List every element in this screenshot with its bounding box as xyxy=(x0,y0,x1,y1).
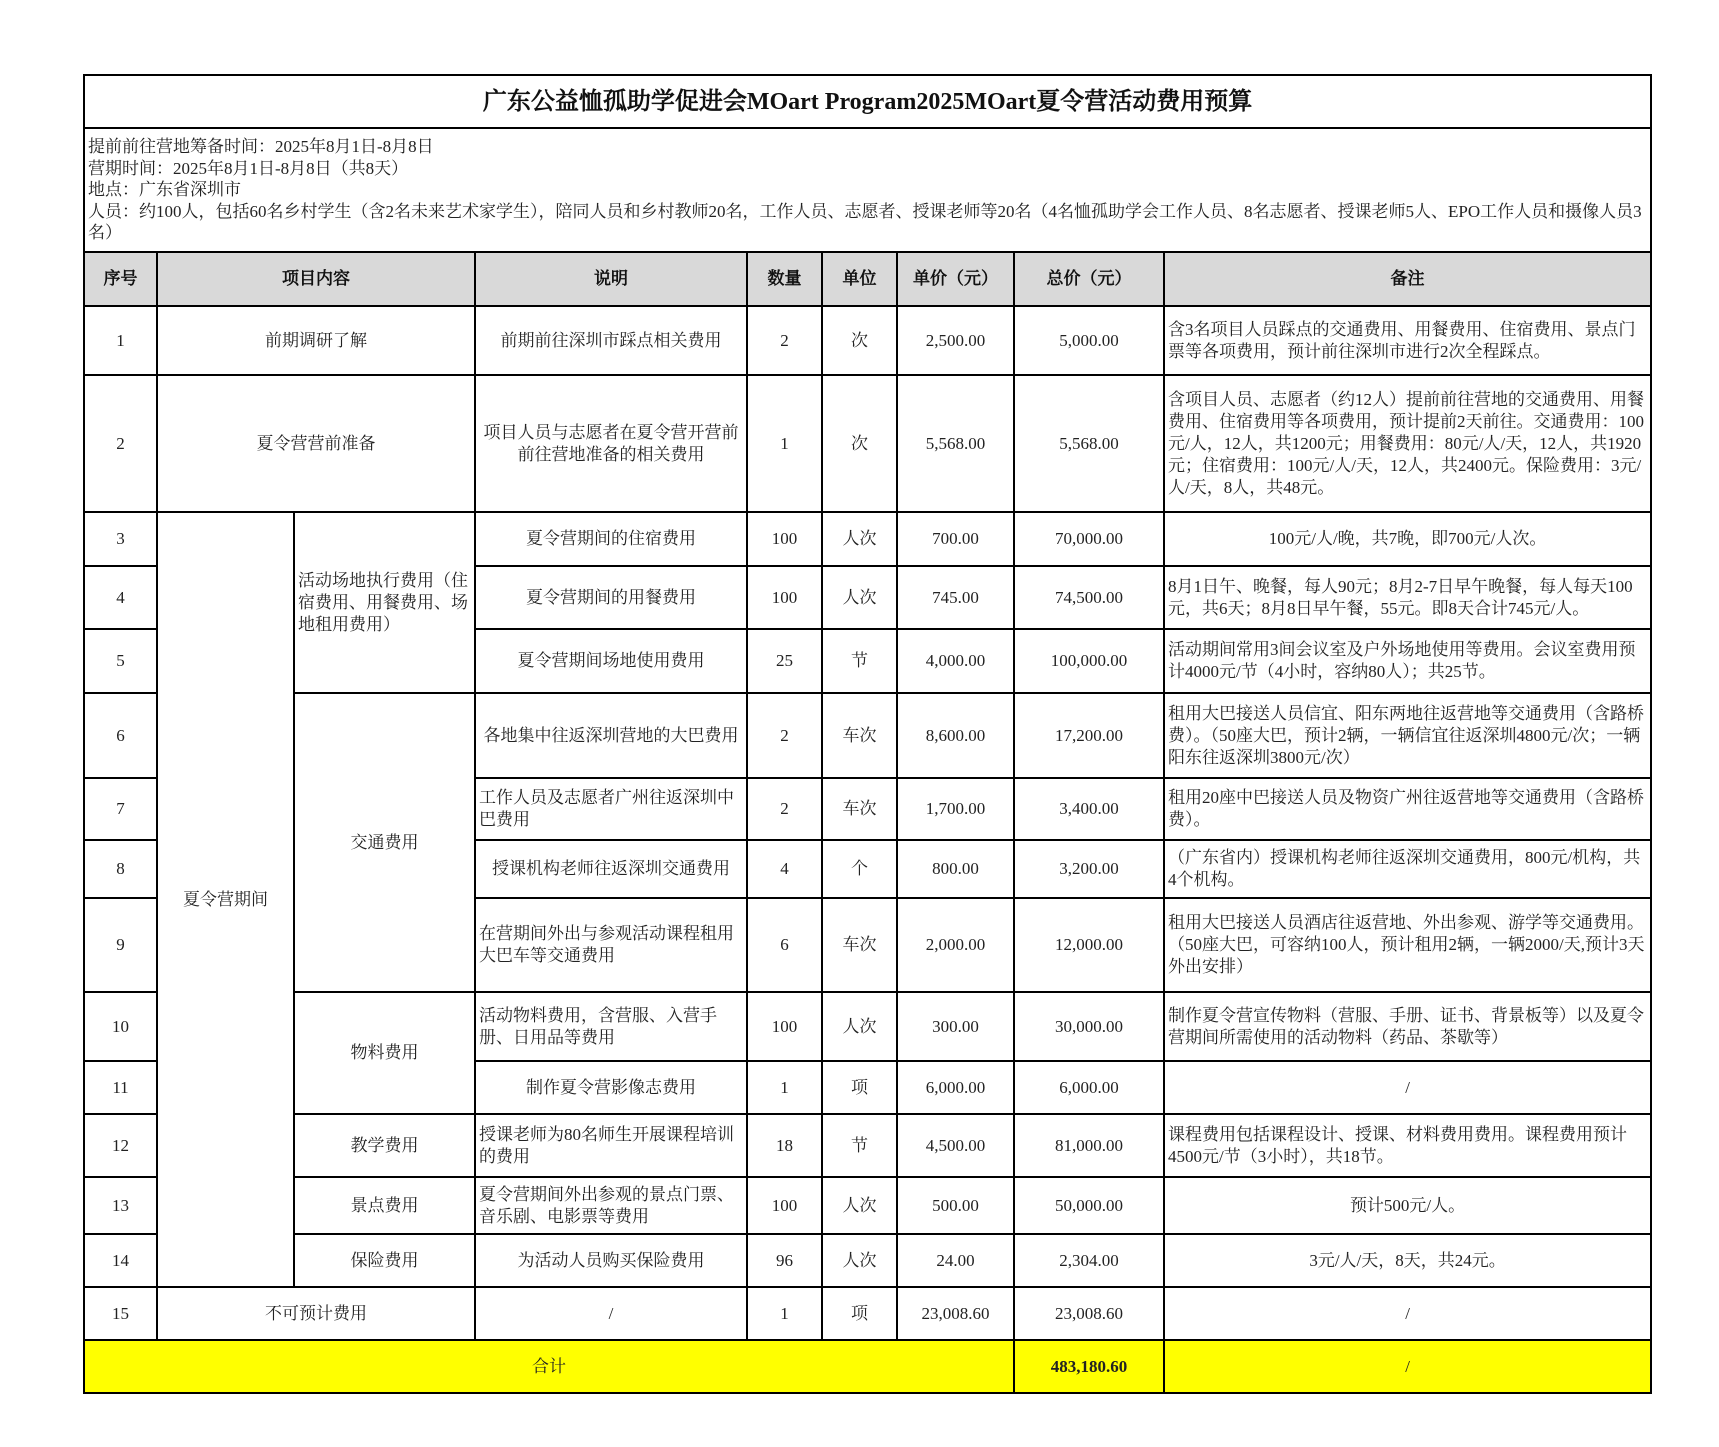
unit-price-cell: 24.00 xyxy=(897,1234,1014,1287)
info-line-personnel: 人员：约100人，包括60名乡村学生（含2名未来艺术家学生），陪同人员和乡村教师20名，工作人员、志愿者、授课老师等20名（4名恤孤助学会工作人员、8名志愿者、授课老师5人、EPO工作人员和摄像人员3名） xyxy=(88,201,1642,243)
budget-table xyxy=(83,74,1652,1394)
unit-price-cell: 2,500.00 xyxy=(897,306,1014,375)
note-cell: 含项目人员、志愿者（约12人）提前前往营地的交通费用、用餐费用、住宿费用等各项费用，预计提前2天前往。交通费用：100元/人，12人，共1200元；用餐费用：80元/人/天，12人，共1920元；住宿费用：100元/人/天，12人，共2400元。保险费用：3元/人/天，8人，共48元。 xyxy=(1164,375,1651,512)
note-cell: 活动期间常用3间会议室及户外场地使用等费用。会议室费用预计4000元/节（4小时，容纳80人）；共25节。 xyxy=(1164,629,1651,693)
quantity-cell: 4 xyxy=(747,840,822,898)
header-note: 备注 xyxy=(1164,252,1651,306)
description-cell: 活动物料费用，含营服、入营手册、日用品等费用 xyxy=(475,992,747,1061)
total-price-cell: 74,500.00 xyxy=(1014,566,1164,629)
quantity-cell: 96 xyxy=(747,1234,822,1287)
total-price-cell: 12,000.00 xyxy=(1014,898,1164,992)
summary-total: 483,180.60 xyxy=(1014,1340,1164,1393)
description-cell: 夏令营期间的住宿费用 xyxy=(475,512,747,566)
description-cell: 授课机构老师往返深圳交通费用 xyxy=(475,840,747,898)
unit-price-cell: 500.00 xyxy=(897,1177,1014,1234)
group-venue-costs-cell: 活动场地执行费用（住宿费用、用餐费用、场地租用费用） xyxy=(294,512,475,693)
item-cell: 不可预计费用 xyxy=(157,1287,475,1340)
budget-row xyxy=(84,512,1651,566)
row-index-cell: 8 xyxy=(84,840,157,898)
row-index-cell: 15 xyxy=(84,1287,157,1340)
row-index-cell: 6 xyxy=(84,693,157,778)
info-line-location: 地点：广东省深圳市 xyxy=(88,180,241,200)
info-line-camp-time: 营期时间：2025年8月1日-8月8日（共8天） xyxy=(88,158,409,178)
title-row xyxy=(84,75,1651,128)
unit-price-cell: 700.00 xyxy=(897,512,1014,566)
quantity-cell: 2 xyxy=(747,693,822,778)
group-transport-costs-cell: 交通费用 xyxy=(294,693,475,992)
row-index-cell: 14 xyxy=(84,1234,157,1287)
description-cell: 授课老师为80名师生开展课程培训的费用 xyxy=(475,1114,747,1177)
unit-price-cell: 8,600.00 xyxy=(897,693,1014,778)
total-price-cell: 6,000.00 xyxy=(1014,1061,1164,1114)
description-cell: 在营期间外出与参观活动课程租用大巴车等交通费用 xyxy=(475,898,747,992)
budget-row xyxy=(84,1287,1651,1340)
total-price-cell: 81,000.00 xyxy=(1014,1114,1164,1177)
header-row xyxy=(84,252,1651,306)
unit-price-cell: 800.00 xyxy=(897,840,1014,898)
header-index: 序号 xyxy=(84,252,157,306)
total-price-cell: 2,304.00 xyxy=(1014,1234,1164,1287)
unit-cell: 个 xyxy=(822,840,897,898)
row-index-cell: 13 xyxy=(84,1177,157,1234)
group-teaching-costs-cell: 教学费用 xyxy=(294,1114,475,1177)
unit-cell: 车次 xyxy=(822,898,897,992)
total-price-cell: 70,000.00 xyxy=(1014,512,1164,566)
unit-cell: 次 xyxy=(822,375,897,512)
info-row xyxy=(84,128,1651,252)
group-insurance-costs-cell: 保险费用 xyxy=(294,1234,475,1287)
description-cell: / xyxy=(475,1287,747,1340)
unit-cell: 项 xyxy=(822,1287,897,1340)
quantity-cell: 1 xyxy=(747,1287,822,1340)
row-index-cell: 7 xyxy=(84,778,157,840)
quantity-cell: 100 xyxy=(747,566,822,629)
group-camp-period-cell: 夏令营期间 xyxy=(157,512,294,1287)
unit-cell: 次 xyxy=(822,306,897,375)
description-cell: 制作夏令营影像志费用 xyxy=(475,1061,747,1114)
quantity-cell: 2 xyxy=(747,306,822,375)
total-price-cell: 30,000.00 xyxy=(1014,992,1164,1061)
total-price-cell: 100,000.00 xyxy=(1014,629,1164,693)
unit-price-cell: 5,568.00 xyxy=(897,375,1014,512)
note-cell: 100元/人/晚，共7晚，即700元/人次。 xyxy=(1164,512,1651,566)
note-cell: 3元/人/天，8天，共24元。 xyxy=(1164,1234,1651,1287)
unit-price-cell: 4,000.00 xyxy=(897,629,1014,693)
unit-cell: 人次 xyxy=(822,992,897,1061)
note-cell: / xyxy=(1164,1061,1651,1114)
unit-price-cell: 745.00 xyxy=(897,566,1014,629)
total-price-cell: 5,568.00 xyxy=(1014,375,1164,512)
quantity-cell: 100 xyxy=(747,992,822,1061)
quantity-cell: 18 xyxy=(747,1114,822,1177)
row-index-cell: 10 xyxy=(84,992,157,1061)
description-cell: 前期前往深圳市踩点相关费用 xyxy=(475,306,747,375)
header-item: 项目内容 xyxy=(157,252,475,306)
description-cell: 夏令营期间场地使用费用 xyxy=(475,629,747,693)
header-unit-price: 单价（元） xyxy=(897,252,1014,306)
unit-price-cell: 2,000.00 xyxy=(897,898,1014,992)
item-cell: 前期调研了解 xyxy=(157,306,475,375)
quantity-cell: 2 xyxy=(747,778,822,840)
note-cell: 租用20座中巴接送人员及物资广州往返营地等交通费用（含路桥费）。 xyxy=(1164,778,1651,840)
note-cell: 含3名项目人员踩点的交通费用、用餐费用、住宿费用、景点门票等各项费用，预计前往深圳市进行2次全程踩点。 xyxy=(1164,306,1651,375)
note-cell: 租用大巴接送人员酒店往返营地、外出参观、游学等交通费用。（50座大巴，可容纳100人，预计租用2辆，一辆2000/天,预计3天外出安排） xyxy=(1164,898,1651,992)
description-cell: 夏令营期间外出参观的景点门票、音乐剧、电影票等费用 xyxy=(475,1177,747,1234)
unit-cell: 节 xyxy=(822,1114,897,1177)
unit-cell: 节 xyxy=(822,629,897,693)
row-index-cell: 1 xyxy=(84,306,157,375)
total-price-cell: 3,400.00 xyxy=(1014,778,1164,840)
summary-label: 合计 xyxy=(84,1340,1014,1393)
row-index-cell: 9 xyxy=(84,898,157,992)
budget-row xyxy=(84,992,1651,1061)
info-block xyxy=(84,128,1651,252)
unit-cell: 人次 xyxy=(822,1177,897,1234)
total-price-cell: 5,000.00 xyxy=(1014,306,1164,375)
group-materials-costs-cell: 物料费用 xyxy=(294,992,475,1114)
unit-cell: 车次 xyxy=(822,778,897,840)
header-quantity: 数量 xyxy=(747,252,822,306)
total-price-cell: 17,200.00 xyxy=(1014,693,1164,778)
quantity-cell: 6 xyxy=(747,898,822,992)
note-cell: 课程费用包括课程设计、授课、材料费用费用。课程费用预计4500元/节（3小时），共18节。 xyxy=(1164,1114,1651,1177)
budget-row xyxy=(84,693,1651,778)
description-cell: 工作人员及志愿者广州往返深圳中巴费用 xyxy=(475,778,747,840)
note-cell: 租用大巴接送人员信宜、阳东两地往返营地等交通费用（含路桥费）。（50座大巴，预计2辆，一辆信宜往返深圳4800元/次；一辆阳东往返深圳3800元/次） xyxy=(1164,693,1651,778)
description-cell: 各地集中往返深圳营地的大巴费用 xyxy=(475,693,747,778)
unit-price-cell: 300.00 xyxy=(897,992,1014,1061)
unit-price-cell: 1,700.00 xyxy=(897,778,1014,840)
description-cell: 项目人员与志愿者在夏令营开营前前往营地准备的相关费用 xyxy=(475,375,747,512)
total-price-cell: 23,008.60 xyxy=(1014,1287,1164,1340)
total-price-cell: 50,000.00 xyxy=(1014,1177,1164,1234)
row-index-cell: 2 xyxy=(84,375,157,512)
budget-row xyxy=(84,375,1651,512)
quantity-cell: 1 xyxy=(747,1061,822,1114)
quantity-cell: 100 xyxy=(747,512,822,566)
unit-price-cell: 23,008.60 xyxy=(897,1287,1014,1340)
budget-row xyxy=(84,1177,1651,1234)
row-index-cell: 5 xyxy=(84,629,157,693)
row-index-cell: 11 xyxy=(84,1061,157,1114)
info-line-prep-time: 提前前往营地筹备时间：2025年8月1日-8月8日 xyxy=(88,137,434,157)
quantity-cell: 1 xyxy=(747,375,822,512)
unit-cell: 车次 xyxy=(822,693,897,778)
summary-note: / xyxy=(1164,1340,1651,1393)
header-description: 说明 xyxy=(475,252,747,306)
note-cell: / xyxy=(1164,1287,1651,1340)
note-cell: 8月1日午、晚餐，每人90元；8月2-7日早午晚餐，每人每天100元，共6天；8月8日早午餐，55元。即8天合计745元/人。 xyxy=(1164,566,1651,629)
budget-row xyxy=(84,1234,1651,1287)
note-cell: 预计500元/人。 xyxy=(1164,1177,1651,1234)
unit-price-cell: 4,500.00 xyxy=(897,1114,1014,1177)
budget-row xyxy=(84,306,1651,375)
note-cell: 制作夏令营宣传物料（营服、手册、证书、背景板等）以及夏令营期间所需使用的活动物料（药品、茶歇等） xyxy=(1164,992,1651,1061)
unit-price-cell: 6,000.00 xyxy=(897,1061,1014,1114)
row-index-cell: 12 xyxy=(84,1114,157,1177)
sheet-title: 广东公益恤孤助学促进会MOart Program2025MOart夏令营活动费用预算 xyxy=(84,75,1651,128)
note-cell: （广东省内）授课机构老师往返深圳交通费用，800元/机构，共4个机构。 xyxy=(1164,840,1651,898)
unit-cell: 人次 xyxy=(822,512,897,566)
row-index-cell: 3 xyxy=(84,512,157,566)
unit-cell: 项 xyxy=(822,1061,897,1114)
unit-cell: 人次 xyxy=(822,1234,897,1287)
group-scenic-costs-cell: 景点费用 xyxy=(294,1177,475,1234)
quantity-cell: 100 xyxy=(747,1177,822,1234)
description-cell: 夏令营期间的用餐费用 xyxy=(475,566,747,629)
budget-row xyxy=(84,1114,1651,1177)
row-index-cell: 4 xyxy=(84,566,157,629)
unit-cell: 人次 xyxy=(822,566,897,629)
quantity-cell: 25 xyxy=(747,629,822,693)
total-price-cell: 3,200.00 xyxy=(1014,840,1164,898)
header-unit: 单位 xyxy=(822,252,897,306)
description-cell: 为活动人员购买保险费用 xyxy=(475,1234,747,1287)
summary-row xyxy=(84,1340,1651,1393)
item-cell: 夏令营营前准备 xyxy=(157,375,475,512)
header-total-price: 总价（元） xyxy=(1014,252,1164,306)
